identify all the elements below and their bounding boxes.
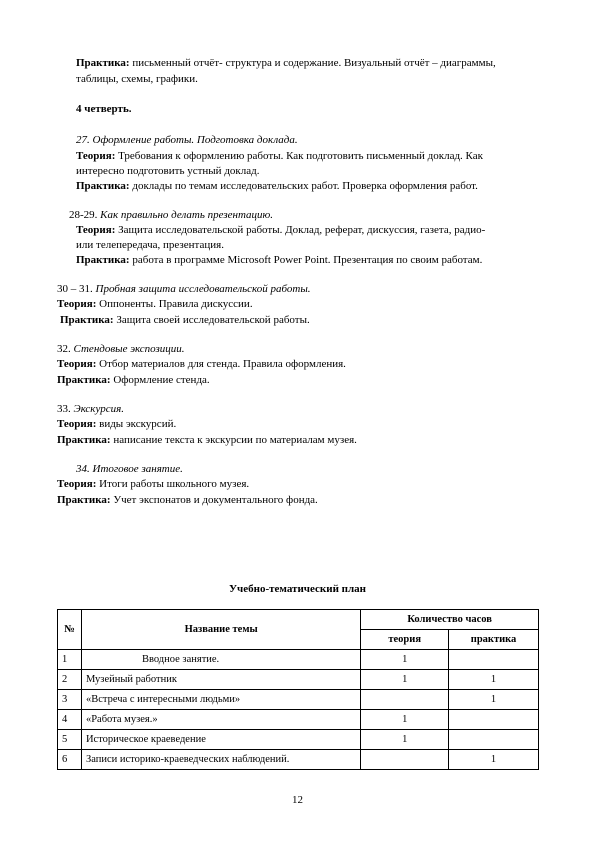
row-topic: «Работа музея.»: [81, 710, 360, 730]
row-num: 5: [58, 730, 82, 750]
practice-line: [57, 433, 357, 448]
theory-line: [57, 477, 249, 492]
row-num: 4: [58, 710, 82, 730]
row-practice: 1: [449, 690, 539, 710]
theory-line: [57, 417, 176, 432]
table-row: [58, 690, 539, 710]
topic-title: Стендовые экспозиции.: [73, 343, 185, 355]
text: Отбор материалов для стенда. Правила оформления.: [96, 358, 346, 370]
row-topic: «Встреча с интересными людьми»: [81, 690, 360, 710]
text: Требования к оформлению работы. Как подготовить письменный доклад. Как: [115, 150, 483, 162]
table-row: [58, 670, 539, 690]
theory-line: [57, 297, 253, 312]
hours-header: Количество часов: [361, 610, 539, 630]
label: Теория:: [57, 358, 97, 370]
row-theory: 1: [361, 670, 449, 690]
practice-header: практика: [449, 630, 539, 650]
quarter-heading: 4 четверть.: [76, 103, 132, 115]
label: Теория:: [57, 478, 97, 490]
theory-line: [76, 223, 485, 238]
practice-line: [57, 373, 210, 388]
topic-heading: 34. Итоговое занятие.: [76, 463, 183, 475]
text-line: таблицы, схемы, графики.: [76, 73, 198, 85]
plan-table: [57, 609, 539, 770]
row-num: 2: [58, 670, 82, 690]
text-line: или телепередача, презентация.: [76, 239, 224, 251]
row-num: 3: [58, 690, 82, 710]
practice-line: [76, 179, 478, 194]
text-line: интересно подготовить устный доклад.: [76, 165, 260, 177]
practice-line: [60, 313, 310, 328]
row-num: 1: [58, 650, 82, 670]
label: Практика:: [76, 180, 130, 192]
label: Теория:: [57, 298, 97, 310]
label: Теория:: [76, 150, 116, 162]
text: Учет экспонатов и документального фонда.: [110, 494, 318, 506]
topic-heading: 27. Оформление работы. Подготовка доклада.: [76, 134, 298, 146]
topic-title: Пробная защита исследовательской работы.: [95, 283, 311, 295]
topic-title: Экскурсия.: [73, 403, 124, 415]
row-practice: [449, 650, 539, 670]
table-row: [58, 730, 539, 750]
label: Практика:: [76, 57, 130, 69]
theory-line: [76, 149, 483, 164]
plan-title: Учебно-тематический план: [228, 583, 367, 595]
row-topic: Историческое краеведение: [81, 730, 360, 750]
row-topic: Музейный работник: [81, 670, 360, 690]
theory-line: [57, 357, 346, 372]
row-practice: [449, 710, 539, 730]
header-row: [58, 610, 539, 630]
row-practice: [449, 730, 539, 750]
row-theory: [361, 750, 449, 770]
label: Практика:: [57, 494, 111, 506]
row-practice: 1: [449, 670, 539, 690]
topic-heading: [57, 282, 311, 297]
topic-heading: [57, 342, 185, 357]
table-row: [58, 650, 539, 670]
row-theory: 1: [361, 730, 449, 750]
text: виды экскурсий.: [96, 418, 177, 430]
text: работа в программе Microsoft Power Point. Презентация по своим работам.: [129, 254, 483, 266]
row-topic: Вводное занятие.: [81, 650, 360, 670]
text: Оппоненты. Правила дискуссии.: [96, 298, 253, 310]
text: Оформление стенда.: [110, 374, 210, 386]
row-num: 6: [58, 750, 82, 770]
num-header: №: [58, 610, 82, 650]
table-row: [58, 750, 539, 770]
page-number: 12: [292, 794, 303, 806]
row-practice: 1: [449, 750, 539, 770]
topic-title: Как правильно делать презентацию.: [100, 209, 274, 221]
practice-line: [57, 493, 318, 508]
topic-number: 33.: [57, 403, 74, 415]
theory-header: теория: [361, 630, 449, 650]
practice-line: [76, 253, 482, 268]
topic-number: 28-29.: [69, 209, 101, 221]
label: Теория:: [76, 224, 116, 236]
text: доклады по темам исследовательских работ. Проверка оформления работ.: [129, 180, 478, 192]
text: письменный отчёт- структура и содержание. Визуальный отчёт – диаграммы,: [129, 57, 496, 69]
label: Практика:: [76, 254, 130, 266]
text: Защита исследовательской работы. Доклад, реферат, дискуссия, газета, радио-: [115, 224, 486, 236]
topic-heading: [69, 208, 273, 223]
label: Теория:: [57, 418, 97, 430]
label: Практика:: [60, 314, 114, 326]
practice-line: [76, 56, 496, 71]
topic-header: Название темы: [81, 610, 360, 650]
topic-heading: [57, 402, 124, 417]
label: Практика:: [57, 374, 111, 386]
row-topic: Записи историко-краеведческих наблюдений.: [81, 750, 360, 770]
topic-number: 32.: [57, 343, 74, 355]
table-row: [58, 710, 539, 730]
text: написание текста к экскурсии по материалам музея.: [110, 434, 357, 446]
row-theory: [361, 690, 449, 710]
text: Защита своей исследовательской работы.: [113, 314, 310, 326]
text: Итоги работы школьного музея.: [96, 478, 250, 490]
label: Практика:: [57, 434, 111, 446]
row-theory: 1: [361, 650, 449, 670]
topic-number: 30 – 31.: [57, 283, 96, 295]
row-theory: 1: [361, 710, 449, 730]
